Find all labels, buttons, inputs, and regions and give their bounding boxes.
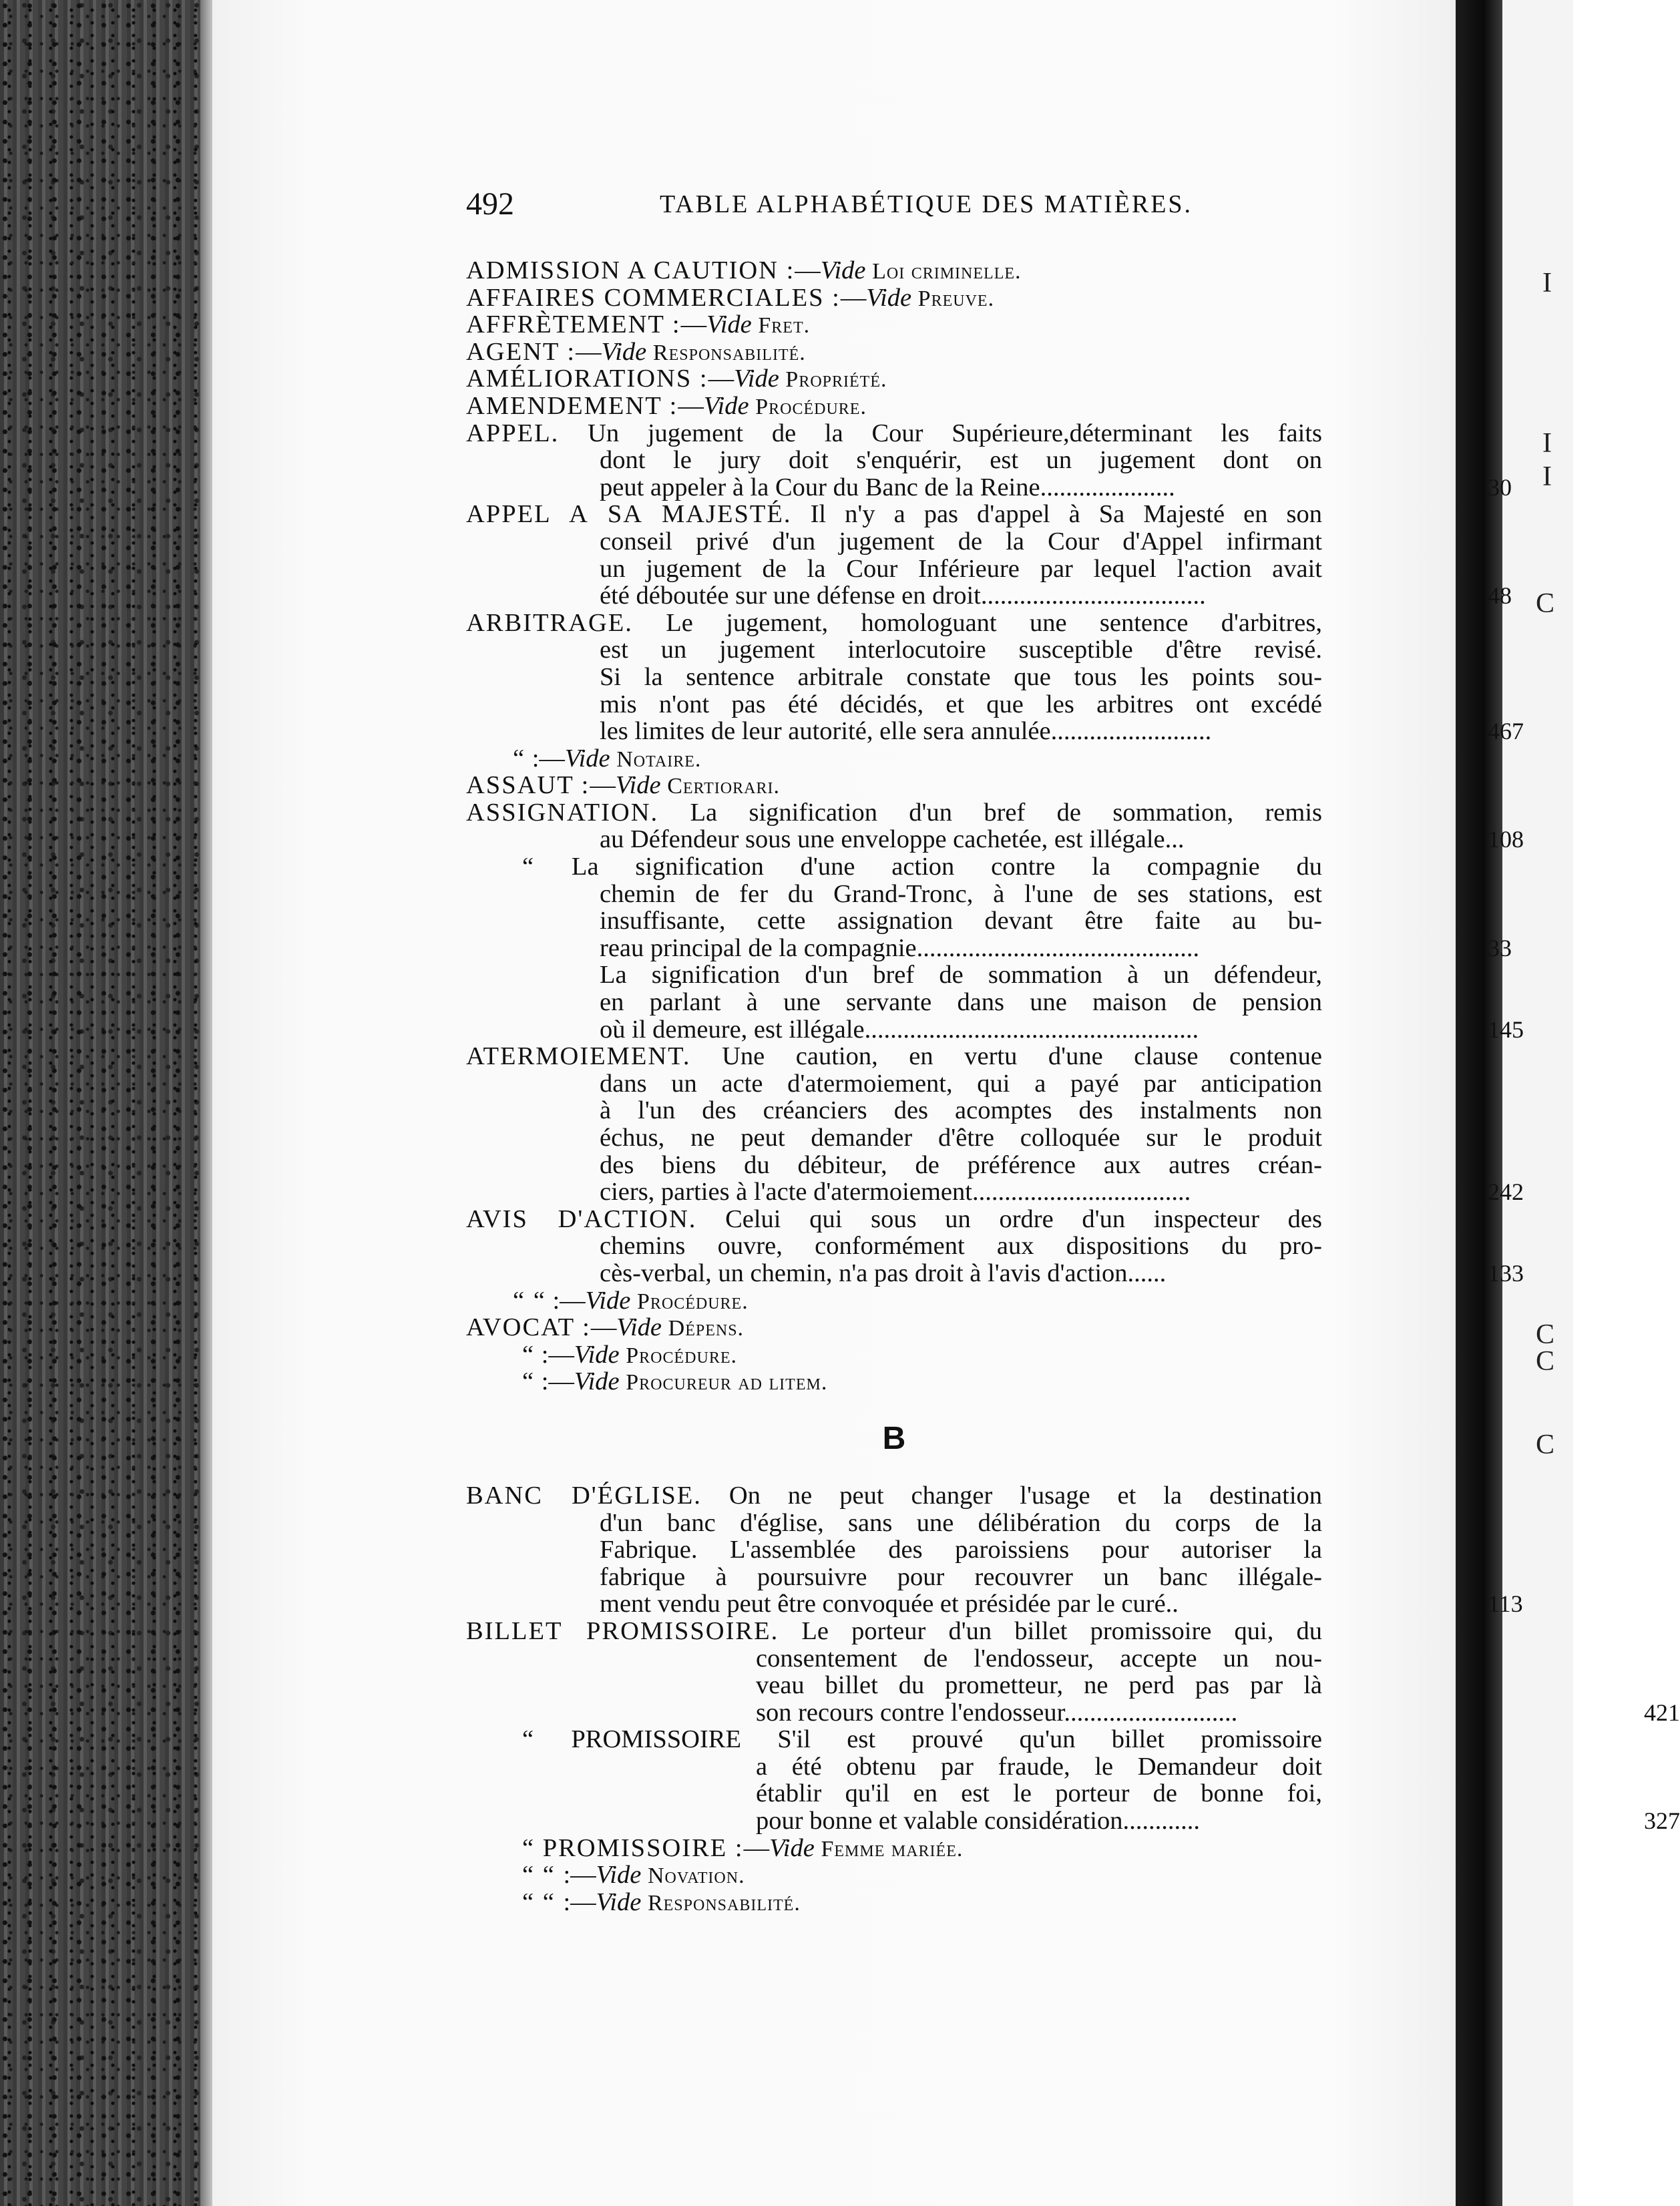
entry-body: Si la sentence arbitrale constate que tous les points sou- [600,662,1322,691]
entry-body: Il n'y a pas d'appel à Sa Majesté en son [810,500,1322,529]
index-line [466,365,1396,393]
entry-heading: “ [522,1367,536,1396]
entry-text [600,582,1322,610]
entry-text [466,393,1322,421]
index-line [466,1482,1396,1510]
entry-body: veau billet du prometteur, ne perd pas par là [756,1671,1322,1700]
index-line [466,1043,1396,1070]
entry-heading: “ [522,1725,536,1754]
index-line [600,1097,1396,1124]
separator: :— [532,744,565,773]
entry-text [600,1260,1322,1287]
entry-text [513,745,1322,774]
entry-body: ment vendu peut être convoquée et présidée par le curé.. [600,1590,1179,1618]
index-line [756,1672,1396,1699]
entry-text [466,420,1322,447]
index-line [466,420,1396,447]
entry-heading: AMENDEMENT : [466,391,678,420]
index-line [600,1070,1396,1098]
cross-reference: Responsabilité. [647,1890,801,1916]
entry-body: La signification d'un bref de sommation à un défendeur, [600,961,1322,989]
entry-body: La signification d'un bref de sommation, remis [690,798,1322,827]
entry-text [600,826,1322,853]
index-line [466,610,1396,637]
entry-body: a été obtenu par fraude, le Demandeur doit [756,1752,1322,1781]
entry-body: Celui qui sous un ordre d'un inspecteur des [725,1204,1322,1233]
index-line [600,1152,1396,1179]
entry-text [756,1699,1322,1727]
entry-body: Le porteur d'un billet promissoire qui, du [801,1616,1323,1645]
index-line [600,1233,1396,1260]
index-line [600,1536,1396,1564]
index-line [522,1861,1396,1889]
entry-text [522,1861,1322,1890]
page-edge-shadow [200,0,214,2206]
index-line [600,825,1524,854]
entry-heading: AMÉLIORATIONS : [466,365,708,393]
vide-label: Vide [703,391,749,420]
entry-text [522,853,1322,881]
entry-heading: AGENT : [466,337,576,366]
page-content [461,0,1680,2206]
vide-label: Vide [585,1286,631,1315]
cross-reference: Novation. [647,1863,745,1889]
index-line [466,257,1396,284]
entry-body: où il demeure, est illégale.................................................... [600,1015,1199,1044]
entry-body: échus, ne peut demander d'être colloquée sur le produit [600,1124,1322,1152]
entry-body: cès-verbal, un chemin, n'a pas droit à l'avis d'action...... [600,1259,1167,1287]
vide-label: Vide [596,1888,642,1916]
page-title: TABLE ALPHABÉTIQUE DES MATIÈRES. [660,190,1193,218]
index-line [466,501,1396,528]
next-page-edge [1502,0,1573,2206]
page-number: 492 [466,186,514,222]
separator: :— [541,1340,574,1369]
entry-text [600,1016,1322,1044]
entry-body: les limites de leur autorité, elle sera annulée......................... [600,717,1212,746]
page-reference: 48 [1488,582,1512,610]
page-reference: 133 [1488,1259,1524,1287]
index-line [600,1015,1524,1044]
entry-text [600,691,1322,718]
entry-body: mis n'ont pas été décidés, et que les arbitres ont excédé [600,690,1322,718]
cross-reference: Certiorari. [667,774,780,799]
entry-body: peut appeler à la Cour du Banc de la Reine..................... [600,473,1175,501]
cross-reference: Procureur ad litem. [626,1370,828,1395]
book-binding [0,0,207,2206]
book-gutter [1456,0,1502,2206]
entry-text [600,935,1322,962]
next-page-letter: C [1536,1346,1555,1377]
index-line [522,1835,1396,1862]
entry-text [600,1097,1322,1124]
index-line [513,1287,1396,1315]
separator: — [678,391,704,420]
vide-label: Vide [564,744,610,773]
index-line [600,447,1396,474]
index-line [600,961,1396,989]
index-line [600,1124,1396,1152]
entry-body: On ne peut changer l'usage et la destination [728,1481,1323,1510]
entry-body: à l'un des créanciers des acomptes des instalments non [600,1096,1322,1125]
index-line [522,1726,1396,1753]
entry-text [466,1043,1322,1070]
entry-text [600,556,1322,583]
vide-label: Vide [734,365,779,393]
index-line [600,717,1524,746]
entry-heading: APPEL A SA MAJESTÉ. [466,500,792,529]
index-line [600,907,1396,935]
entry-heading: ASSAUT : [466,771,590,800]
index-line [466,772,1396,799]
entry-text [600,1536,1322,1564]
entry-text [600,907,1322,935]
index-line [466,799,1396,827]
page-reference: 467 [1488,718,1524,745]
separator: — [708,365,734,393]
entry-text [600,528,1322,556]
running-head [466,186,1396,226]
vide-label: Vide [615,771,661,800]
separator: — [795,256,821,284]
entry-text [466,610,1322,637]
entry-body: est un jugement interlocutoire susceptible d'être revisé. [600,636,1322,664]
entry-text [466,339,1322,367]
entry-body: fabrique à poursuivre pour recouvrer un banc illégale- [600,1562,1322,1591]
index-line [600,664,1396,691]
index-line [466,1206,1396,1233]
index-line [600,1178,1524,1206]
page-reference: 145 [1488,1016,1524,1043]
index-line [466,1618,1396,1645]
entry-heading: ARBITRAGE. [466,608,633,637]
cross-reference: Propriété. [785,367,887,393]
entry-text [600,989,1322,1016]
cross-reference: Dépens. [668,1316,745,1341]
index-line [600,1590,1523,1618]
index-line [600,1564,1396,1591]
entry-text [600,961,1322,989]
entry-heading: “ [513,744,526,773]
entry-body: La signification d'une action contre la compagnie du [571,853,1322,881]
entry-text [756,1780,1322,1807]
entry-heading: AVOCAT : [466,1313,591,1342]
index-line [756,1753,1396,1781]
page-reference: 30 [1488,473,1512,501]
index-line [522,1368,1396,1395]
entry-body: été déboutée sur une défense en droit................................... [600,582,1206,610]
vide-label: Vide [616,1313,662,1342]
index-line [513,745,1396,773]
vide-label: Vide [769,1833,815,1862]
entry-body: Fabrique. L'assemblée des paroissiens pour autoriser la [600,1536,1322,1564]
entry-text [466,284,1322,313]
index-line [600,556,1396,583]
entry-text [522,1726,1322,1753]
entry-heading: “ PROMISSOIRE : [522,1833,744,1862]
entry-heading: ATERMOIEMENT. [466,1042,691,1071]
index-entries [461,256,1680,1916]
entry-heading: “ [522,853,536,881]
entry-text [466,772,1322,801]
entry-body: insuffisante, cette assignation devant être faite au bu- [600,907,1322,935]
index-line [600,989,1396,1016]
page-reference: 421 [1644,1699,1680,1726]
index-line [600,933,1512,962]
entry-text [600,1152,1322,1179]
entry-text [466,1482,1322,1510]
entry-text [600,718,1322,745]
entry-body: des biens du débiteur, de préférence aux autres créan- [600,1150,1322,1179]
index-line [466,339,1396,366]
entry-text [522,1889,1322,1918]
entry-heading: AFFAIRES COMMERCIALES : [466,283,841,312]
separator: :— [552,1286,586,1315]
entry-text [522,1368,1322,1397]
section-letter: B [882,1420,906,1456]
entry-heading: BILLET PROMISSOIRE. [466,1616,779,1645]
entry-body: reau principal de la compagnie............................................ [600,933,1200,962]
entry-text [600,1124,1322,1152]
entry-body: en parlant à une servante dans une maison de pension [600,988,1322,1017]
entry-text [600,1510,1322,1537]
index-line [522,853,1396,881]
entry-text [466,501,1322,528]
next-page-letter: I [1542,428,1552,459]
cross-reference: Femme mariée. [821,1836,964,1861]
separator: — [840,283,867,312]
cross-reference: Procédure. [755,394,867,419]
vide-label: Vide [601,337,647,366]
vide-label: Vide [574,1367,620,1396]
index-line [600,881,1396,908]
entry-text [600,474,1322,501]
entry-body: établir qu'il en est le porteur de bonne foi, [756,1779,1322,1808]
entry-text [756,1645,1322,1673]
entry-text [466,1618,1322,1645]
separator: — [576,337,602,366]
entry-body: conseil privé d'un jugement de la Cour d'Appel infirmant [600,527,1322,556]
next-page-letter: I [1542,268,1552,298]
entry-body: Un jugement de la Cour Supérieure,déterminant les faits [588,419,1322,447]
page-reference: 113 [1488,1590,1523,1618]
entry-text [522,1341,1322,1370]
page-reference: 327 [1644,1807,1680,1835]
cross-reference: Loi criminelle. [872,259,1022,284]
entry-body: dont le jury doit s'enquérir, est un jugement dont on [600,446,1322,475]
entry-text [756,1753,1322,1781]
vide-label: Vide [866,283,912,312]
entry-text [466,257,1322,286]
entry-body: chemins ouvre, conformément aux dispositions du pro- [600,1232,1322,1261]
entry-text [756,1807,1322,1835]
index-line [600,528,1396,556]
entry-heading: “ “ [513,1286,546,1315]
index-line [600,636,1396,664]
entry-heading: “ “ [522,1888,564,1916]
entry-body: Le jugement, homologuant une sentence d'arbitres, [666,608,1322,637]
entry-heading: ADMISSION A CAUTION : [466,256,795,284]
cross-reference: Fret. [758,313,811,339]
entry-text [466,799,1322,827]
entry-heading: “ [522,1340,536,1369]
entry-text [600,636,1322,664]
next-page-letter: I [1542,461,1552,492]
separator: :— [541,1367,574,1396]
next-page-letter: C [1536,1429,1555,1460]
entry-heading: “ “ [522,1861,564,1890]
vide-label: Vide [706,310,752,339]
entry-text [600,881,1322,908]
entry-heading: BANC D'ÉGLISE. [466,1481,702,1510]
separator: — [590,771,616,800]
entry-text [600,447,1322,474]
index-line [466,311,1396,339]
entry-text [600,1233,1322,1260]
entry-text [600,1564,1322,1591]
next-page-letter: C [1536,1319,1555,1350]
page-reference: 33 [1488,934,1512,961]
cross-reference: Responsabilité. [652,340,806,365]
cross-reference: Preuve. [917,286,995,311]
entry-body: au Défendeur sous une enveloppe cachetée, est illégale... [600,825,1185,854]
index-line [466,1314,1396,1341]
vide-label: Vide [596,1861,642,1890]
cross-reference: Procédure. [626,1343,737,1368]
vide-label: Vide [574,1340,620,1369]
separator: — [743,1833,770,1862]
entry-body: consentement de l'endosseur, accepte un nou- [756,1644,1322,1673]
index-line [600,473,1512,501]
page-reference: 242 [1488,1178,1524,1206]
index-line [756,1698,1680,1727]
entry-text [600,1178,1322,1206]
separator: — [680,310,707,339]
entry-body: Une caution, en vertu d'une clause contenue [722,1042,1323,1071]
index-line [756,1807,1680,1835]
entry-text [466,1314,1322,1343]
entry-text [600,1070,1322,1098]
entry-body: pour bonne et valable considération............ [756,1807,1201,1835]
cross-reference: Procédure. [636,1289,749,1314]
entry-text [466,1206,1322,1233]
vide-label: Vide [820,256,866,284]
entry-text [466,311,1322,340]
separator: :— [563,1861,596,1890]
entry-body: dans un acte d'atermoiement, qui a payé par anticipation [600,1069,1322,1098]
entry-text [522,1835,1322,1863]
index-line [522,1889,1396,1916]
entry-body: un jugement de la Cour Inférieure par lequel l'action avait [600,554,1322,583]
entry-text [756,1672,1322,1699]
cross-reference: Notaire. [616,746,702,772]
page-reference: 108 [1488,826,1524,853]
separator: — [590,1313,617,1342]
entry-heading: APPEL. [466,419,560,447]
entry-heading: ASSIGNATION. [466,798,659,827]
index-line [466,393,1396,420]
entry-body: son recours contre l'endosseur........................... [756,1698,1238,1727]
entry-text [600,1590,1322,1618]
entry-body: ciers, parties à l'acte d'atermoiement.................................. [600,1178,1191,1206]
entry-heading: AFFRÈTEMENT : [466,310,681,339]
index-line [756,1780,1396,1807]
entry-body: d'un banc d'église, sans une délibération du corps de la [600,1508,1322,1537]
entry-body: chemin de fer du Grand-Tronc, à l'une de ses stations, est [600,879,1322,908]
index-line [522,1341,1396,1369]
index-line [600,582,1512,610]
index-line [466,284,1396,312]
entry-text [466,365,1322,394]
index-line [600,1510,1396,1537]
index-line [756,1645,1396,1673]
index-line [600,1259,1524,1287]
entry-heading: AVIS D'ACTION. [466,1204,697,1233]
next-page-letter: C [1536,588,1555,619]
index-line [600,691,1396,718]
separator: :— [563,1888,596,1916]
entry-text [513,1287,1322,1316]
entry-body: PROMISSOIRE S'il est prouvé qu'un billet promissoire [571,1725,1323,1754]
entry-text [600,664,1322,691]
